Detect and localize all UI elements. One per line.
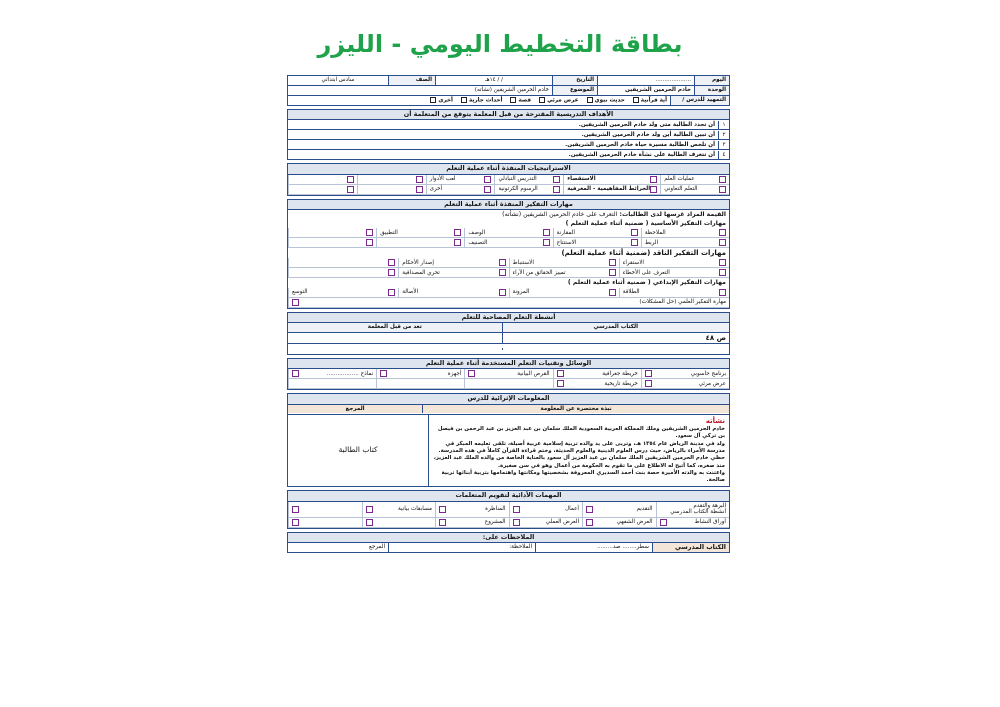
tasks-grid: [288, 502, 729, 528]
strategies-box: [287, 163, 730, 195]
enrichment-box: [287, 393, 730, 487]
objective-text: أن تحدد الطالبة متى ولد خادم الحرمين الشريفين.: [578, 121, 715, 128]
checkbox[interactable]: [461, 97, 467, 103]
tool-option[interactable]: عرض مرئي: [641, 379, 729, 389]
tool-option[interactable]: خريطة تاريخية: [553, 379, 641, 389]
strategy-option[interactable]: الاستقصاء: [563, 175, 660, 185]
skill-option[interactable]: التعرف على الأخطاء: [619, 268, 729, 278]
skill-option[interactable]: [288, 238, 376, 248]
activities-heading: أنشطة التعلم المصاحبة للتعلم: [288, 313, 729, 323]
planning-card: [287, 75, 730, 667]
activities-col-book: الكتاب المدرسي: [502, 323, 730, 331]
objective-row: ٣ أن تلخص الطالبة مسيرة حياة خادم الحرمين الشريفين.: [288, 140, 729, 150]
thinking-heading: مهارات التفكير المنفذة أثناء عملية التعلم: [288, 200, 729, 210]
strategy-option[interactable]: التدريس التبادلي: [494, 175, 563, 185]
skill-option[interactable]: [288, 228, 376, 238]
task-option[interactable]: البرهة والتقدم أنشطة الكتاب المدرسي: [656, 502, 730, 518]
skill-option[interactable]: المقارنة: [553, 228, 641, 238]
critical-skills-grid: [288, 258, 729, 278]
strategies-heading: الاستراتيجيات المنفذة أثناء عملية التعلم: [288, 164, 729, 174]
enrichment-col-reference: المرجع: [288, 405, 422, 413]
task-option[interactable]: [362, 518, 436, 528]
tool-option[interactable]: نماذج ..................: [288, 369, 376, 379]
creative-skills-grid: [288, 288, 729, 308]
enrichment-paragraph: ولد في مدينة الرياض عام ١٣٥٤ هـ، وتربى على يد والده تربية إسلامية عربية أصيلة، تلقى تعليمه المبكر في مدرسة الأمراء بالرياض، حيث درس العلوم الدينية والعلوم الحديثة، وختم قراءة القرآن كاملاً في هذه المدرسة.: [438, 440, 725, 454]
strategy-option[interactable]: التعلم التعاوني: [660, 185, 729, 195]
objective-text: أن تتعرف الطالبة على نشأة خادم الحرمين الشريفين.: [568, 151, 715, 158]
tool-option[interactable]: [376, 379, 464, 389]
intro-option[interactable]: آية قرآنية: [631, 97, 667, 104]
activities-col-teacher: تعد من قبل المعلمة: [288, 323, 502, 331]
topic-label: الموضوع: [552, 86, 597, 94]
date-value: / / ١٤هـ: [435, 76, 552, 84]
activities-row-empty: [288, 344, 729, 354]
strategy-option[interactable]: عمليات العلم: [660, 175, 729, 185]
skill-option[interactable]: [376, 238, 464, 248]
task-option[interactable]: العرض العملي: [509, 518, 583, 528]
strategy-option[interactable]: لعب الأدوار: [426, 175, 495, 185]
activities-cols: [288, 323, 729, 333]
header-row-day: [288, 76, 729, 86]
strategy-option[interactable]: [288, 185, 357, 195]
tools-heading: الوسائل وتقنيات التعلم المستخدمة أثناء عملية التعلم: [288, 359, 729, 369]
task-option[interactable]: المشروع: [435, 518, 509, 528]
intro-options: [288, 96, 670, 105]
activities-row: [288, 333, 729, 344]
notes-line: الملاحظة:: [388, 543, 535, 551]
objective-row: ٤ أن تتعرف الطالبة على نشأة خادم الحرمين الشريفين.: [288, 150, 729, 159]
notes-book-label: الكتاب المدرسي: [652, 543, 729, 552]
header-row-intro: [288, 96, 729, 105]
basic-skills-grid: [288, 228, 729, 248]
tool-option[interactable]: [464, 379, 552, 389]
task-option[interactable]: المناظرة: [435, 502, 509, 518]
objective-row: ١ أن تحدد الطالبة متى ولد خادم الحرمين الشريفين.: [288, 120, 729, 130]
skill-option[interactable]: إصدار الأحكام: [398, 258, 508, 268]
tools-grid: [288, 369, 729, 389]
strategies-grid: [288, 175, 729, 195]
skill-option[interactable]: الوصف: [464, 228, 552, 238]
checkbox[interactable]: [633, 97, 639, 103]
objective-text: أن تلخص الطالبة مسيرة حياة خادم الحرمين الشريفين.: [565, 141, 715, 148]
skill-option[interactable]: الأصالة: [398, 288, 508, 298]
intro-option[interactable]: أخرى: [428, 97, 453, 104]
skill-option[interactable]: تمييز الحقائق من الآراء: [509, 268, 619, 278]
topic-value: خادم الحرمين الشريفين (نشأته): [474, 87, 549, 94]
checkbox[interactable]: [430, 97, 436, 103]
skill-option[interactable]: [288, 268, 398, 278]
page-title: بطاقة التخطيط اليومي - الليزر: [317, 30, 683, 58]
tool-option[interactable]: برنامج حاسوبي: [641, 369, 729, 379]
enrichment-subtitle: نشأته: [705, 416, 725, 425]
enrichment-paragraph: حظي خادم الحرمين الشريفين الملك سلمان بن عبد العزيز آل سعود بالعناية الخاصة من والده الملك عبد العزيز، منذ صغره، كما أتيح له الاطلاع على ما تقوم به الحكومة من أعمال وهو في سن صغيرة.: [433, 455, 725, 469]
skill-option[interactable]: التصنيف: [464, 238, 552, 248]
checkbox[interactable]: [587, 97, 593, 103]
strategy-option[interactable]: [357, 185, 426, 195]
intro-label: التمهيد للدرس /: [670, 96, 729, 104]
tools-box: [287, 358, 730, 390]
enrichment-text: [428, 415, 729, 487]
enrichment-body: [288, 415, 729, 487]
skill-option[interactable]: الطلاقة: [619, 288, 729, 298]
tool-option[interactable]: خريطة جغرافية: [553, 369, 641, 379]
creative-skills-heading: مهارات التفكير الإبداعي ( ضمنية أثناء عملية التعلم ): [567, 279, 726, 287]
objective-row: ٢ أن تبين الطالبة أين ولد خادم الحرمين الشريفين.: [288, 130, 729, 140]
strategy-option[interactable]: أخرى: [426, 185, 495, 195]
skill-option[interactable]: [288, 258, 398, 268]
date-label: التاريخ: [552, 76, 597, 84]
enrichment-cols: [288, 405, 729, 415]
checkbox[interactable]: [510, 97, 516, 103]
activities-box: [287, 312, 730, 355]
skill-option[interactable]: التطبيق: [376, 228, 464, 238]
checkbox[interactable]: [539, 97, 545, 103]
tool-option[interactable]: [288, 379, 376, 389]
notes-line: المرجع: [368, 544, 385, 551]
notes-heading: الملاحظات على:: [288, 533, 729, 543]
task-option[interactable]: مسابقات بيانية: [362, 502, 436, 518]
notes-line: سطر........ صد.........: [535, 543, 652, 551]
unit-value: خادم الحرمين الشريفين: [597, 86, 694, 94]
task-option[interactable]: التقديم: [582, 502, 656, 518]
unit-label: الوحدة: [694, 86, 729, 94]
header-box: [287, 75, 730, 106]
skill-option[interactable]: المرونة: [509, 288, 619, 298]
day-label: اليوم: [694, 76, 729, 84]
strategy-option[interactable]: [357, 175, 426, 185]
tool-option[interactable]: أجهزة: [376, 369, 464, 379]
objectives-box: [287, 109, 730, 160]
skill-option[interactable]: الاستنتاج: [553, 238, 641, 248]
enrichment-reference: كتاب الطالبة: [338, 445, 378, 455]
enrichment-paragraph: خادم الحرمين الشريفين وملك المملكة العربية السعودية الملك سلمان بن عبد العزيز بن عبد الرحمن بن فيصل بن تركي آل سعود.: [437, 426, 725, 440]
critical-skills-heading: مهارات التفكير الناقد (ضمنية أثناء عملية التعلم): [561, 249, 726, 258]
tasks-heading: المهمات الأدائية لتقويم المتعلمات: [288, 491, 729, 501]
enrichment-paragraph: واعتنت به والدته الأميرة حصة بنت أحمد السديري المعروفة بشخصيتها ومكانتها واهتمامها بتربية أبنائها تربية صالحة.: [441, 469, 725, 484]
enrichment-col-summary: نبذة مختصرة عن المعلومة: [422, 405, 729, 413]
task-option[interactable]: أوراق النشاط: [656, 518, 730, 528]
grade-value: سادس ابتدائي: [321, 77, 355, 84]
intro-option[interactable]: قصة: [508, 97, 531, 104]
skill-option[interactable]: تحري المصداقية: [398, 268, 508, 278]
intro-option[interactable]: عرض مرئي: [537, 97, 578, 104]
skill-option[interactable]: مهارة التفكير العلمي (حل المشكلات): [288, 298, 729, 308]
basic-skills-heading: مهارات التفكير الأساسية ( ضمنية أثناء عملية التعلم ): [565, 220, 726, 228]
intro-option[interactable]: حديث نبوي: [585, 97, 625, 104]
task-option[interactable]: أعمال: [509, 502, 583, 518]
strategy-option[interactable]: الرسوم الكرتونية: [494, 185, 563, 195]
skill-option[interactable]: الاستنباط: [509, 258, 619, 268]
intro-option[interactable]: أحداث جارية: [459, 97, 503, 104]
tool-option[interactable]: القرص البيانية: [464, 369, 552, 379]
header-row-unit: [288, 86, 729, 96]
grade-label: الصف: [388, 76, 435, 84]
notes-box: [287, 532, 730, 554]
day-dots: ....................: [597, 76, 694, 84]
task-option[interactable]: العرض الشفهي: [582, 518, 656, 528]
objectives-heading: الأهداف التدريسية المقترحة من قبل المعلمة يتوقع من المتعلمة أن: [288, 110, 729, 120]
skill-option[interactable]: الاستقراء: [619, 258, 729, 268]
objective-text: أن تبين الطالبة أين ولد خادم الحرمين الشريفين.: [581, 131, 715, 138]
tasks-box: [287, 490, 730, 528]
value-line: القيمة المراد غرسها لدى الطالبات: التعرف على خادم الحرمين الشريفين (نشأته): [502, 211, 726, 219]
thinking-box: [287, 199, 730, 309]
page-ref: ص ٤٨: [502, 333, 730, 343]
notes-row: [288, 543, 729, 552]
strategy-option[interactable]: الخرائط المفاهيمية - المعرفية: [563, 185, 660, 195]
skill-option[interactable]: التوسع: [288, 288, 398, 298]
skill-option[interactable]: الربط: [641, 238, 729, 248]
task-option[interactable]: [288, 518, 362, 528]
skill-option[interactable]: الملاحظة: [641, 228, 729, 238]
strategy-option[interactable]: [288, 175, 357, 185]
enrichment-heading: المعلومات الإثرائية للدرس: [288, 394, 729, 404]
task-option[interactable]: [288, 502, 362, 518]
